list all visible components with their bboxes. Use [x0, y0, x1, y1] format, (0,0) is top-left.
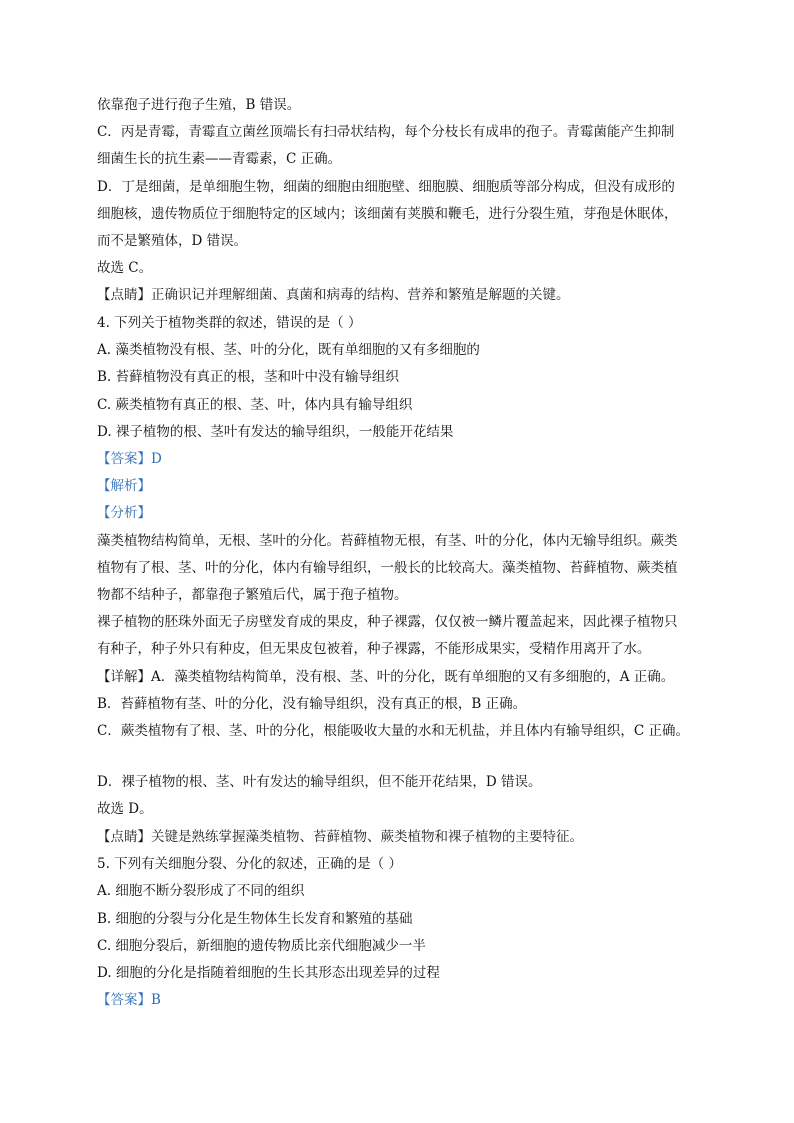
text-line: C．蕨类植物有了根、茎、叶的分化，根能吸收大量的水和无机盐，并且体内有输导组织，C 正确。: [97, 723, 689, 739]
text-line: 植物有了根、茎、叶的分化，体内有输导组织，一般长的比较高大。藻类植物、苔藓植物、蕨类植: [97, 560, 678, 576]
question-stem: 4. 下列关于植物类群的叙述，错误的是（ ）: [97, 315, 362, 331]
analysis-subheading: 【分析】: [97, 505, 151, 521]
text-line: 细胞核，遗传物质位于细胞特定的区域内；该细菌有荚膜和鞭毛，进行分裂生殖，芽孢是休眠体，: [97, 206, 678, 222]
option-a: A. 藻类植物没有根、茎、叶的分化，既有单细胞的又有多细胞的: [97, 342, 480, 358]
text-line: C．丙是青霉，青霉直立菌丝顶端长有扫帚状结构，每个分枝长有成串的孢子。青霉菌能产生抑制: [97, 124, 675, 140]
text-line: D．丁是细菌，是单细胞生物，细菌的细胞由细胞壁、细胞膜、细胞质等部分构成，但没有成形的: [97, 179, 675, 195]
text-line: B．苔藓植物有茎、叶的分化，没有输导组织，没有真正的根，B 正确。: [97, 696, 527, 712]
text-line: 藻类植物结构简单，无根、茎叶的分化。苔藓植物无根，有茎、叶的分化，体内无输导组织。蕨类: [97, 533, 678, 549]
text-line: 而不是繁殖体，D 错误。: [97, 233, 248, 249]
comment-line: 【点睛】正确识记并理解细菌、真菌和病毒的结构、营养和繁殖是解题的关键。: [97, 287, 570, 303]
comment-line: 【点睛】关键是熟练掌握藻类植物、苔藓植物、蕨类植物和裸子植物的主要特征。: [97, 829, 583, 845]
text-line: 故选 D。: [97, 801, 153, 817]
option-b: B. 细胞的分裂与分化是生物体生长发育和繁殖的基础: [97, 911, 413, 927]
option-b: B. 苔藓植物没有真正的根，茎和叶中没有输导组织: [97, 369, 400, 385]
option-c: C. 蕨类植物有真正的根、茎、叶，体内具有输导组织: [97, 397, 413, 413]
detail-line: 【详解】A．藻类植物结构简单，没有根、茎、叶的分化，既有单细胞的又有多细胞的，A 正确。: [97, 669, 675, 685]
analysis-heading: 【解析】: [97, 478, 151, 494]
text-line: 物都不结种子，都靠孢子繁殖后代，属于孢子植物。: [97, 587, 408, 603]
option-a: A. 细胞不断分裂形成了不同的组织: [97, 883, 305, 899]
question-stem: 5. 下列有关细胞分裂、分化的叙述，正确的是（ ）: [97, 856, 402, 872]
option-c: C. 细胞分裂后，新细胞的遗传物质比亲代细胞减少一半: [97, 938, 426, 954]
text-line: 裸子植物的胚珠外面无子房壁发育成的果皮，种子裸露，仅仅被一鳞片覆盖起来，因此裸子植物只: [97, 614, 678, 630]
answer-line: 【答案】D: [97, 451, 162, 467]
text-line: 依靠孢子进行孢子生殖，B 错误。: [97, 97, 301, 113]
answer-line: 【答案】B: [97, 992, 161, 1008]
text-line: D．裸子植物的根、茎、叶有发达的输导组织，但不能开花结果，D 错误。: [97, 774, 542, 790]
text-line: 故选 C。: [97, 260, 153, 276]
option-d: D. 裸子植物的根、茎叶有发达的输导组织，一般能开花结果: [97, 424, 454, 440]
text-line: 细菌生长的抗生素——青霉素，C 正确。: [97, 151, 342, 167]
text-line: 有种子，种子外只有种皮，但无果皮包被着，种子裸露，不能形成果实，受精作用离开了水。: [97, 641, 651, 657]
option-d: D. 细胞的分化是指随着细胞的生长其形态出现差异的过程: [97, 965, 440, 981]
